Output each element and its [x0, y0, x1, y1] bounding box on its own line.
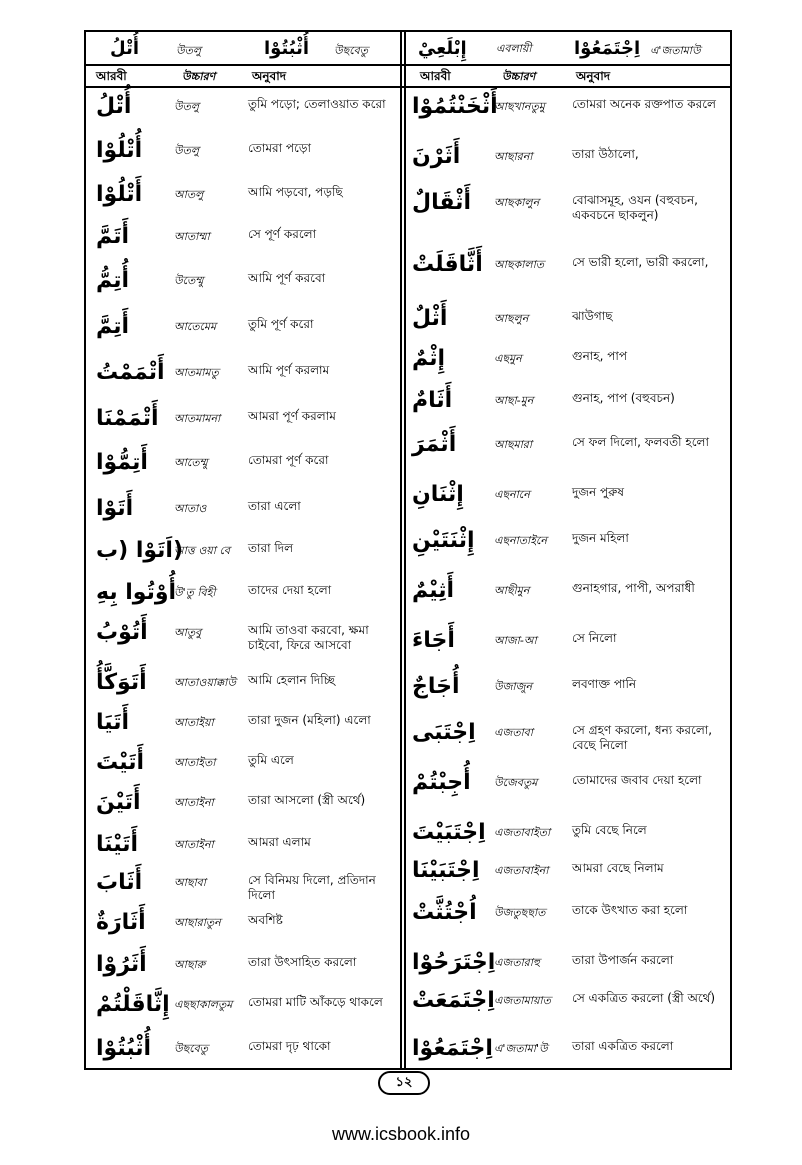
- entry-arabic: اِجْتَبَيْنَا: [412, 858, 480, 883]
- entry-pronunciation: উ'তু বিহী: [174, 586, 216, 599]
- entry-arabic: اِجْتَرَحُوْا: [412, 950, 496, 975]
- entry-meaning: গুনাহগার, পাপী, অপরাধী: [572, 581, 695, 595]
- entry-pronunciation: এ'জতামা'উ: [494, 1042, 548, 1055]
- entry-pronunciation: আছারাতুন: [174, 916, 221, 929]
- entry-meaning: তুমি পড়ো; তেলাওয়াত করো: [248, 97, 386, 111]
- head-left-trans-2: উছবেতু: [334, 44, 369, 57]
- entry-pronunciation: আত্ত ওয়া বে: [174, 544, 231, 557]
- entry-pronunciation: আতাওয়াক্কাউ: [174, 676, 236, 689]
- entry-pronunciation: আতাইয়া: [174, 716, 214, 729]
- column-divider: [400, 30, 406, 1070]
- entry-meaning: তারা আসলো (স্ত্রী অর্থে): [248, 793, 366, 807]
- entry-meaning: আমি তাওবা করবো, ক্ষমা চাইবো, ফিরে আসবো: [248, 623, 369, 652]
- entry-arabic: أَثْمَرَ: [412, 432, 457, 457]
- entry-arabic: أُوْتُوا بِهِ: [96, 580, 177, 605]
- entry-meaning: সে ফল দিলো, ফলবতী হলো: [572, 435, 709, 449]
- entry-pronunciation: এজতাবাইনা: [494, 864, 549, 877]
- entry-arabic: أَتَيَا: [96, 710, 130, 735]
- entry-arabic: أَثْقَالٌ: [412, 190, 471, 215]
- entry-meaning: সে নিলো: [572, 631, 617, 645]
- head-right-trans-2: এ'জতামাউ: [650, 44, 701, 57]
- entry-arabic: أَثَّاقَلَتْ: [412, 252, 483, 277]
- entry-arabic: أَثَرْنَ: [412, 144, 461, 169]
- entry-arabic: أَتَيْنَ: [96, 790, 141, 815]
- entry-arabic: أَثَامٌ: [412, 388, 453, 413]
- entry-pronunciation: আছখানতুমু: [494, 100, 545, 113]
- entry-meaning: তোমরা পূর্ণ করো: [248, 453, 329, 467]
- entry-meaning: আমি পড়বো, পড়ছি: [248, 185, 343, 199]
- entry-arabic: أَتْمَمْنَا: [96, 406, 159, 431]
- head-right-trans-1: এবলায়ী: [496, 42, 532, 55]
- entry-arabic: أَتَمَّ: [96, 224, 130, 249]
- entry-meaning: তুমি এলে: [248, 753, 294, 767]
- entry-pronunciation: উতলু: [174, 100, 200, 113]
- entry-arabic: اِجْتَمَعَتْ: [412, 988, 495, 1013]
- page-number: ১২: [378, 1071, 430, 1095]
- entry-pronunciation: আতাইনা: [174, 796, 214, 809]
- entry-pronunciation: আতাম্মা: [174, 230, 210, 243]
- entry-meaning: সে একত্রিত করলো (স্ত্রী অর্থে): [572, 991, 716, 1005]
- entry-pronunciation: আছকালাত: [494, 258, 545, 271]
- entry-meaning: অবশিষ্ট: [248, 913, 283, 927]
- entry-meaning: সে বিনিময় দিলো, প্রতিদান দিলো: [248, 873, 376, 902]
- entry-pronunciation: এজতারাহু: [494, 956, 540, 969]
- entry-arabic: أُتِمُّ: [96, 268, 130, 293]
- entry-arabic: أَثِيْمٌ: [412, 578, 455, 603]
- entry-meaning: আমি পূর্ণ করলাম: [248, 363, 330, 377]
- entry-pronunciation: এছমুন: [494, 352, 522, 365]
- entry-meaning: আমি পূর্ণ করবো: [248, 271, 326, 285]
- entry-arabic: أَثَابَ: [96, 870, 143, 895]
- entry-pronunciation: আতাও: [174, 502, 207, 515]
- entry-arabic: أَجَاءَ: [412, 628, 455, 653]
- entry-pronunciation: আতুবু: [174, 626, 202, 639]
- entry-pronunciation: আতাইনা: [174, 838, 214, 851]
- entry-meaning: তারা উৎসাহিত করলো: [248, 955, 357, 969]
- entry-pronunciation: আছারু: [174, 958, 206, 971]
- entry-pronunciation: এজতাবাইতা: [494, 826, 551, 839]
- entry-meaning: আমরা বেছে নিলাম: [572, 861, 664, 875]
- entry-meaning: আমরা এলাম: [248, 835, 311, 849]
- entry-arabic: أَثَارَةٌ: [96, 910, 146, 935]
- entry-arabic: أُتْلُوْا: [96, 138, 143, 163]
- entry-meaning: আমরা পূর্ণ করলাম: [248, 409, 336, 423]
- entry-pronunciation: আছাবা: [174, 876, 206, 889]
- entry-meaning: সে পূর্ণ করলো: [248, 227, 317, 241]
- entry-arabic: أَتْمَمْتُ: [96, 360, 165, 385]
- head-left-arabic-1: أُتْلُ: [110, 38, 139, 59]
- entry-pronunciation: উছবেতু: [174, 1042, 209, 1055]
- entry-meaning: ঝাউগাছ: [572, 309, 613, 323]
- entry-meaning: তুমি পূর্ণ করো: [248, 317, 314, 331]
- entry-pronunciation: উতেম্মু: [174, 274, 204, 287]
- entry-pronunciation: আতেমেম: [174, 320, 217, 333]
- entry-pronunciation: আছমারা: [494, 438, 533, 451]
- entry-meaning: সে ভারী হলো, ভারী করলো,: [572, 255, 709, 269]
- entry-meaning: গুনাহ, পাপ: [572, 349, 627, 363]
- entry-arabic: إِثْنَتَيْنِ: [412, 528, 475, 553]
- entry-arabic: أُتْلُ: [96, 94, 132, 119]
- entry-meaning: তোমরা দৃঢ় থাকো: [248, 1039, 331, 1053]
- entry-meaning: তারা দুজন (মহিলা) এলো: [248, 713, 371, 727]
- entry-pronunciation: উজাজুন: [494, 680, 533, 693]
- entry-arabic: اِجْتَبَى: [412, 720, 476, 745]
- col-head-meaning-left: অনুবাদ: [252, 69, 287, 83]
- col-head-arabic-right: আরবী: [420, 69, 451, 83]
- entry-pronunciation: আতাইতা: [174, 756, 216, 769]
- entry-pronunciation: আতমামনা: [174, 412, 221, 425]
- entry-meaning: সে গ্রহণ করলো, ধন্য করলো, বেছে নিলো: [572, 723, 713, 752]
- entry-pronunciation: এছনাতাইনে: [494, 534, 547, 547]
- entry-pronunciation: আতলু: [174, 188, 204, 201]
- entry-arabic: أَثَرُوْا: [96, 952, 147, 977]
- entry-arabic: أَتَيْنَا: [96, 832, 139, 857]
- entry-meaning: তোমরা মাটি আঁকড়ে থাকলে: [248, 995, 383, 1009]
- head-right-arabic-1: إِبْلَعِيْ: [418, 38, 467, 59]
- entry-arabic: أَتْلُوْا: [96, 182, 143, 207]
- entry-pronunciation: আছীমুন: [494, 584, 530, 597]
- col-head-meaning-right: অনুবাদ: [576, 69, 611, 83]
- entry-arabic: أَتِمَّ: [96, 314, 130, 339]
- entry-pronunciation: উতলু: [174, 144, 200, 157]
- entry-meaning: গুনাহ, পাপ (বহুবচন): [572, 391, 675, 405]
- entry-meaning: বোঝাসমূহ, ওযন (বহুবচন, একবচনে ছাকলুন): [572, 193, 698, 222]
- head-left-trans-1: উতলু: [176, 44, 202, 57]
- entry-meaning: তাকে উৎখাত করা হলো: [572, 903, 688, 917]
- entry-pronunciation: আছলুন: [494, 312, 529, 325]
- entry-arabic: أَتَوْا: [96, 496, 134, 521]
- entry-arabic: إِثْنَانِ: [412, 482, 464, 507]
- entry-pronunciation: এজতামায়াত: [494, 994, 551, 1007]
- entry-pronunciation: আতমামতু: [174, 366, 219, 379]
- footer-url[interactable]: www.icsbook.info: [331, 1124, 471, 1144]
- entry-meaning: দুজন মহিলা: [572, 531, 629, 545]
- entry-pronunciation: আছারনা: [494, 150, 533, 163]
- head-left-arabic-2: أُثْبُتُوْا: [264, 38, 310, 59]
- entry-meaning: তারা একত্রিত করলো: [572, 1039, 674, 1053]
- entry-arabic: اِجْتَمَعُوْا: [412, 1036, 493, 1061]
- entry-pronunciation: আছকালুন: [494, 196, 540, 209]
- entry-arabic: إِثْمٌ: [412, 346, 446, 371]
- col-head-pron-right: উচ্চারণ: [502, 70, 536, 83]
- entry-arabic: أُجِبْتُمْ: [412, 770, 471, 795]
- entry-meaning: তোমরা অনেক রক্তপাত করলে: [572, 97, 716, 111]
- head-right-arabic-2: اِجْتَمَعُوْا: [574, 38, 641, 59]
- entry-pronunciation: এজতাবা: [494, 726, 533, 739]
- entry-arabic: أَتَوَكَّأُ: [96, 670, 147, 695]
- entry-meaning: দুজন পুরুষ: [572, 485, 624, 499]
- entry-arabic: أُثْبُتُوْا: [96, 1036, 152, 1061]
- entry-arabic: أَثْلٌ: [412, 306, 448, 331]
- entry-pronunciation: এছনানে: [494, 488, 530, 501]
- entry-meaning: তারা উঠালো,: [572, 147, 639, 161]
- entry-arabic: إِثَّاقَلْتُمْ: [96, 992, 170, 1017]
- entry-arabic: أَتُوْبُ: [96, 620, 148, 645]
- entry-meaning: তুমি বেছে নিলে: [572, 823, 647, 837]
- entry-pronunciation: এছছাকালতুম: [174, 998, 233, 1011]
- entry-meaning: তোমাদের জবাব দেয়া হলো: [572, 773, 702, 787]
- entry-pronunciation: আজা-আ: [494, 634, 537, 647]
- entry-arabic: (اَتَوْا (ب: [96, 538, 184, 563]
- entry-pronunciation: উজতুছছাত: [494, 906, 546, 919]
- entry-arabic: أَتِمُّوْا: [96, 450, 148, 475]
- entry-pronunciation: উজেবতুম: [494, 776, 538, 789]
- entry-meaning: আমি হেলান দিচ্ছি: [248, 673, 336, 687]
- entry-pronunciation: আছা-মুন: [494, 394, 534, 407]
- entry-meaning: লবণাক্ত পানি: [572, 677, 637, 691]
- entry-arabic: اُجْتُثَّتْ: [412, 900, 477, 925]
- entry-arabic: أَتَيْتَ: [96, 750, 145, 775]
- entry-pronunciation: আতেম্মু: [174, 456, 208, 469]
- header-rule: [84, 64, 732, 66]
- entry-meaning: তারা উপার্জন করলো: [572, 953, 674, 967]
- entry-arabic: أَثْخَنْتُمُوْا: [412, 94, 498, 119]
- entry-meaning: তোমরা পড়ো: [248, 141, 311, 155]
- col-head-pron-left: উচ্চারণ: [182, 70, 216, 83]
- entry-arabic: اِجْتَبَيْتَ: [412, 820, 486, 845]
- entry-meaning: তাদের দেয়া হলো: [248, 583, 332, 597]
- entry-meaning: তারা এলো: [248, 499, 301, 513]
- entry-meaning: তারা দিল: [248, 541, 294, 555]
- entry-arabic: أُجَاجٌ: [412, 674, 460, 699]
- col-head-arabic-left: আরবী: [96, 69, 127, 83]
